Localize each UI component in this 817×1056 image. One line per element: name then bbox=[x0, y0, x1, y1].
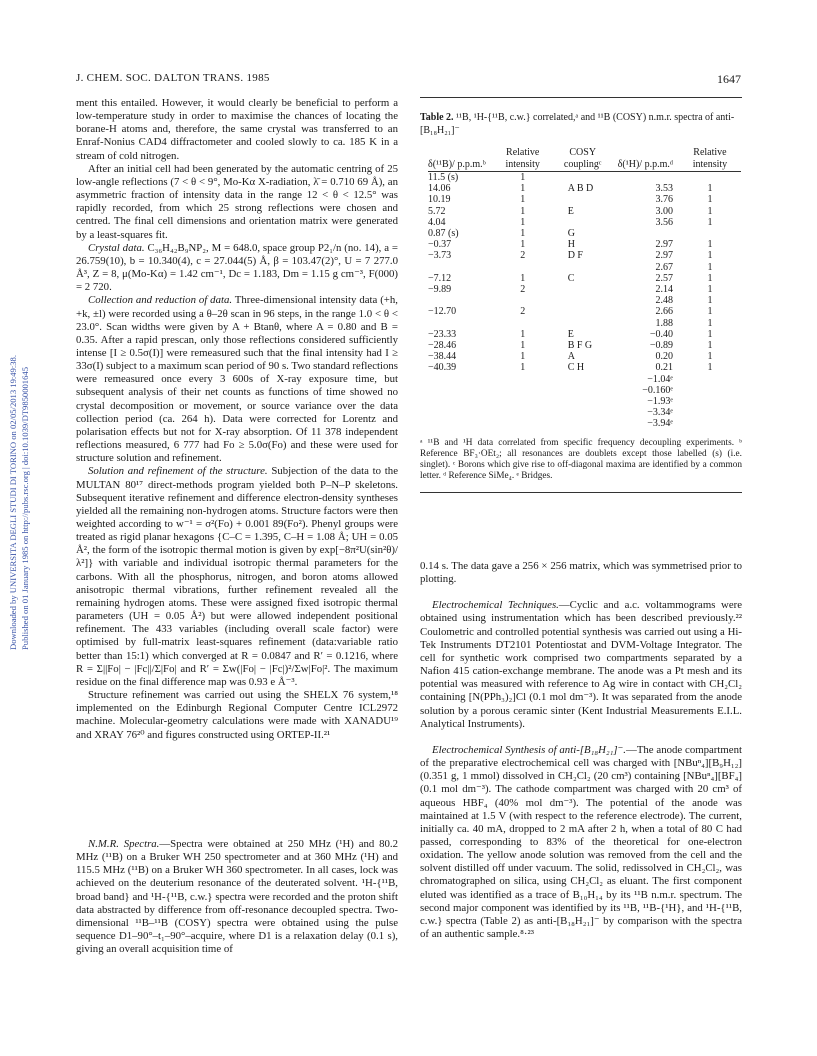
table-cell: 1 bbox=[707, 216, 713, 228]
table-cell: 1 bbox=[707, 239, 713, 251]
table-cell bbox=[492, 418, 554, 429]
table-cell bbox=[612, 172, 679, 183]
table-cell bbox=[428, 396, 492, 407]
table-cell bbox=[492, 295, 554, 306]
data-collection-paragraph bbox=[76, 294, 398, 465]
table-cell bbox=[492, 396, 554, 407]
table-row bbox=[428, 273, 741, 284]
table-cell: 2 bbox=[520, 284, 526, 296]
table-cell: 1 bbox=[707, 205, 713, 217]
table-cell: 3.56 bbox=[655, 216, 673, 228]
table-cell: −3.34ᵉ bbox=[647, 407, 673, 419]
table-cell: 1 bbox=[707, 317, 713, 329]
paragraph-text: Subjection of the data to the MULTAN 80¹⁷ direct-methods program yielded both P–N–P skeletons. Subsequent iterative refinement and difference electron-density syntheses yielded all the remaining non-hydrogen atoms. Structure factors were then weighted according to w⁻¹ = σ²(Fo) + 0.001 89(Fo²). Phenyl groups were treated as rigid planar hexagons {C–C = 1.395, C–H = 1.08 Å; UH = 0.05 Å², the form of the isotropic thermal motion is given by exp[−8π²U(sin²θ)/λ²]} with variable and individual isotropic thermal parameters for the carbons. With all the phosphorus, nitrogen, and boron atoms allowed anisotropic thermal vibrations, further refinement revealed all the remaining hydrogen atoms. These were assigned fixed isotropic thermal parameters (UH = 0.05 Å²) but were allowed independent positional refinement. The 433 variables (including overall scale factor) were optimised by full-matrix least-squares refinement (data:variable ratio better than 15:1) which converged at R = 0.0847 and R′ = 0.1216, where R = Σ||Fo| − |Fc||/Σ|Fo| and R′ = Σw(|Fo| − |Fc|)²/Σw|Fo|². The maximum residue on the final difference map was 0.93 e Å⁻³. bbox=[76, 465, 399, 688]
table-cell: −0.160ᵉ bbox=[642, 384, 673, 396]
table-cell bbox=[554, 295, 612, 306]
nmr-paragraph bbox=[76, 838, 398, 956]
table-cell: G bbox=[567, 228, 575, 240]
table-cell bbox=[554, 418, 612, 429]
refinement-paragraph bbox=[76, 465, 398, 689]
table-cell bbox=[428, 385, 492, 396]
table-cell: 5.72 bbox=[428, 205, 446, 217]
page-header bbox=[76, 72, 741, 88]
table-row bbox=[428, 172, 741, 183]
table-row bbox=[428, 194, 741, 205]
table-cell: −3.73 bbox=[428, 250, 452, 262]
table-cell: −38.44 bbox=[428, 351, 457, 363]
paragraph: After an initial cell had been generated by the automatic centring of 25 low-angle reflections (7 < θ < 9°, Mo-Kα X-radiation, λ̄ = 0.710 69 Å), an asymmetric fraction of intensity data in the range 12 < θ < 12.5° was rapidly recorded, from which 25 strong reflections were chosen and centred. The final cell dimensions and orientation matrix were generated by a least-squares fit. bbox=[76, 162, 398, 241]
table-header: COSY couplingᶜ bbox=[563, 147, 602, 170]
table-cell: 1 bbox=[707, 306, 713, 318]
table-cell bbox=[679, 228, 741, 239]
table-row bbox=[428, 351, 741, 362]
table-cell: 1 bbox=[520, 172, 526, 183]
table-header: Relative intensity bbox=[692, 147, 728, 170]
table-cell bbox=[428, 407, 492, 418]
table-cell: E bbox=[567, 205, 574, 217]
table-cell: 1 bbox=[707, 261, 713, 273]
paragraph-text: C₃₆H₄₂B₉NP₂, M = 648.0, space group P2₁/n (no. 14), a = 26.759(10), b = 10.340(4), c = 27.044(5) Å, β = 103.47(2)°, U = 7 277.0 Å³, Z = 8, μ(Mo-Kα) = 1.42 cm⁻¹, Dc = 1.183, Dm = 1.15 g cm⁻³, F(000) = 2 720. bbox=[76, 241, 398, 294]
paragraph: 0.14 s. The data gave a 256 × 256 matrix, which was symmetrised prior to plotting. bbox=[420, 560, 742, 586]
table-cell: A bbox=[567, 351, 575, 363]
table-cell: 1 bbox=[707, 351, 713, 363]
table-cell: −0.89 bbox=[649, 340, 673, 352]
table-cell bbox=[554, 262, 612, 273]
table-row bbox=[428, 318, 741, 329]
table-bottom-rule bbox=[420, 492, 742, 493]
table-cell bbox=[492, 318, 554, 329]
table-row bbox=[428, 250, 741, 261]
table-cell bbox=[428, 295, 492, 306]
paragraph-text: —The anode compartment of the preparative electrochemical cell was charged with [NBuⁿ₄][B₉H₁₂] (0.351 g, 1 mmol) dissolved in CH₂Cl₂ (20 cm³) containing [NBuⁿ₄][BF₄] (0.1 mol dm⁻³). The cathode compartment was charged with 20 cm³ of aqueous HBF₄ (40% mol dm⁻³). The potential of the anode was maintained at 1.5 V (with respect to the reference electrode). The current, initially ca. 40 mA, dropped to 2 mA after 2 h, when a total of 80 C had passed, corresponding to 83% of the theoretical for one-electron oxidation. The yellow anode solution was removed from the cell and the solvent distilled off under vacuum. The solid, redissolved in CH₂Cl₂, was chromatographed on silica, using CH₂Cl₂ as eluant. The first component eluted was identified as a trace of B₁₀H₁₄ by its ¹¹B n.m.r. spectrum. The second major component was identified by its ¹¹B, ¹¹B-{¹H}, and ¹H-{¹¹B, c.w.} spectra (Table 2) as anti-[B₁₈H₂₁]⁻ by comparison with the spectra of an authentic sample.⁸·²³ bbox=[420, 743, 742, 941]
table-cell: D F bbox=[567, 250, 583, 262]
table-cell: −1.04ᵉ bbox=[647, 373, 673, 385]
table-cell: 2.48 bbox=[655, 295, 673, 307]
table-row bbox=[428, 374, 741, 385]
table-cell: −7.12 bbox=[428, 272, 452, 284]
table-cell: −9.89 bbox=[428, 284, 452, 296]
table-cell: 2 bbox=[520, 250, 526, 262]
paragraph-heading: Solution and refinement of the structure. bbox=[88, 465, 268, 478]
table-cell bbox=[492, 407, 554, 418]
table-cell: −40.39 bbox=[428, 362, 457, 374]
table-cell: 1 bbox=[520, 340, 526, 352]
table-cell: 1 bbox=[707, 340, 713, 352]
paragraph-heading: Collection and reduction of data. bbox=[88, 294, 233, 307]
left-column bbox=[76, 97, 398, 742]
table-row bbox=[428, 418, 741, 429]
table-cell: −0.37 bbox=[428, 239, 452, 251]
right-column bbox=[420, 560, 742, 941]
table-label: Table 2. bbox=[420, 112, 454, 123]
table-cell: 3.76 bbox=[655, 194, 673, 206]
table-cell bbox=[428, 262, 492, 273]
table-cell: E bbox=[567, 328, 574, 340]
table-cell: 2.97 bbox=[655, 250, 673, 262]
table-cell bbox=[679, 407, 741, 418]
table-cell: 2.67 bbox=[655, 261, 673, 273]
table-cell: 1 bbox=[707, 295, 713, 307]
table-cell: 2.97 bbox=[655, 239, 673, 251]
table-cell bbox=[554, 284, 612, 295]
table-top-rule bbox=[420, 97, 742, 98]
table-header: Relative intensity bbox=[505, 147, 540, 170]
table-cell bbox=[679, 396, 741, 407]
table-row bbox=[428, 228, 741, 239]
watermark-download-line: Downloaded by UNIVERSITA DEGLI STUDI DI TORINO on 02/05/2013 19:49:38. bbox=[8, 355, 18, 650]
table-cell bbox=[554, 194, 612, 205]
table-cell: 1 bbox=[520, 205, 526, 217]
journal-title: J. CHEM. SOC. DALTON TRANS. 1985 bbox=[76, 72, 270, 84]
table-cell: 1 bbox=[707, 284, 713, 296]
table-caption-text: ¹¹B, ¹H-{¹¹B, c.w.} correlated,ᵃ and ¹¹B (COSY) n.m.r. spectra of anti-[B₁₈H₂₁]⁻ bbox=[420, 112, 735, 136]
table-cell bbox=[428, 374, 492, 385]
table-row bbox=[428, 306, 741, 317]
table-cell: −1.93ᵉ bbox=[647, 396, 673, 408]
table-cell bbox=[428, 418, 492, 429]
table-cell bbox=[554, 407, 612, 418]
table-footnote: ᵃ ¹¹B and ¹H data correlated from specific frequency decoupling experiments. ᵇ Reference BF₃·OEt₂; all resonances are doublets except those labelled (s) (i.e. singlet). ᶜ Borons which give rise to off-diagonal maxima are identified by a common letter. ᵈ Reference SiMe₄. ᵉ Bridges. bbox=[420, 437, 742, 482]
table-cell bbox=[554, 396, 612, 407]
table-cell: 3.53 bbox=[655, 183, 673, 195]
table-cell: 1 bbox=[707, 272, 713, 284]
table-cell: −12.70 bbox=[428, 306, 457, 318]
table-row bbox=[428, 329, 741, 340]
table-cell bbox=[612, 228, 679, 239]
table-row bbox=[428, 385, 741, 396]
table-row bbox=[428, 396, 741, 407]
electrochemical-synthesis-paragraph bbox=[420, 744, 742, 941]
electrochemical-techniques-paragraph bbox=[420, 599, 742, 731]
table-cell bbox=[679, 374, 741, 385]
table-cell: −23.33 bbox=[428, 328, 457, 340]
table-row bbox=[428, 362, 741, 373]
table-cell bbox=[492, 385, 554, 396]
section-heading: N.M.R. Spectra. bbox=[88, 838, 160, 850]
table-header: δ(¹¹B)/ p.p.m.ᵇ bbox=[428, 159, 486, 170]
table-cell bbox=[554, 172, 612, 183]
table-cell: −3.94ᵉ bbox=[647, 418, 673, 430]
table-cell: 1 bbox=[520, 272, 526, 284]
table-cell: 1 bbox=[520, 351, 526, 363]
watermark-published-line[interactable]: Published on 01 January 1985 on http://pubs.rsc.org | doi:10.1039/DT9850001645 bbox=[20, 367, 30, 650]
table-row bbox=[428, 284, 741, 295]
table-row bbox=[428, 407, 741, 418]
table-cell bbox=[428, 318, 492, 329]
table-row bbox=[428, 206, 741, 217]
nmr-table bbox=[428, 147, 741, 430]
crystal-data-paragraph bbox=[76, 242, 398, 295]
page-number: 1647 bbox=[717, 72, 741, 86]
table-cell: 11.5 (s) bbox=[428, 172, 459, 183]
table-cell: 2 bbox=[520, 306, 526, 318]
table-cell: 3.00 bbox=[655, 205, 673, 217]
table-cell bbox=[492, 374, 554, 385]
table-cell: 1 bbox=[520, 216, 526, 228]
table-cell: 14.06 bbox=[428, 183, 451, 195]
table-cell: 4.04 bbox=[428, 216, 446, 228]
table-row bbox=[428, 262, 741, 273]
table-header: δ(¹H)/ p.p.m.ᵈ bbox=[617, 159, 673, 170]
nmr-section bbox=[76, 838, 398, 956]
table-cell: 1 bbox=[520, 328, 526, 340]
table-cell bbox=[492, 262, 554, 273]
table-cell bbox=[679, 385, 741, 396]
table-cell: 1 bbox=[520, 183, 526, 195]
table-cell: C bbox=[567, 272, 575, 284]
table-row bbox=[428, 217, 741, 228]
table-cell: 0.20 bbox=[655, 351, 673, 363]
table-cell: 1 bbox=[520, 228, 526, 240]
table-cell: B F G bbox=[567, 340, 593, 352]
table-cell: H bbox=[567, 239, 575, 251]
section-heading: Electrochemical Techniques. bbox=[432, 599, 559, 612]
paragraph: Structure refinement was carried out using the SHELX 76 system,¹⁸ implemented on the Edinburgh Regional Computer Centre ICL2972 machine. Molecular-geometry calculations were made with XANADU¹⁹ and XRAY 76²⁰ and figures constructed using ORTEP-II.²¹ bbox=[76, 689, 398, 741]
table-2 bbox=[420, 97, 742, 493]
table-cell bbox=[554, 385, 612, 396]
table-row bbox=[428, 183, 741, 194]
table-cell: 1 bbox=[520, 194, 526, 206]
paragraph-text: —Cyclic and a.c. voltammograms were obtained using instrumentation which has been described previously.²² Coulometric and controlled potential synthesis was carried out using a Hi-Tek Instruments DT2101 Potentiostat and DVM-Voltage Integrator. The cell for synthetic work comprised two compartments separated by a Nafion 415 cation-exchange membrane. The anode was a Pt mesh and its potential was measured with reference to Ag wire in contact with CH₂Cl₂ containing [N(PPh₃)₂]Cl (0.1 mol dm⁻³). It was separated from the anode solution by a porous ceramic sinter (Kent Industrial Measurements E.I.L. Analytical Instruments). bbox=[420, 599, 743, 730]
table-caption bbox=[420, 112, 742, 137]
table-cell: 0.21 bbox=[655, 362, 673, 374]
table-cell: A B D bbox=[567, 183, 594, 195]
table-row bbox=[428, 239, 741, 250]
table-cell bbox=[554, 374, 612, 385]
table-row bbox=[428, 295, 741, 306]
paragraph-text: —Spectra were obtained at 250 MHz (¹H) and 80.2 MHz (¹¹B) on a Bruker WH 250 spectrometer and at 360 MHz (¹H) and 115.5 MHz (¹¹B) on a Bruker WH 360 spectrometer. In all cases, lock was achieved on the deuterium resonance of the deuterated solvent. ¹H-{¹¹B, broad band} and ¹H-{¹¹B, c.w.} spectra were recorded and the proton shift data abstracted by difference from off-resonance decoupled spectra. Two-dimensional ¹¹B–¹¹B (COSY) spectra were obtained using the pulse sequence D1–90°–t₁–90°–acquire, where D1 is a relaxation delay (0.1 s), giving an overall acquisition time of bbox=[76, 838, 398, 956]
paragraph-text: Three-dimensional intensity data (+h, +k, ±l) were recorded using a θ–2θ scan in 96 steps, in the range 1.0 < θ < 23.0°. Scan widths were given by A + Btanθ, where A = 0.80 and B = 0.35. After a rapid prescan, only those reflections considered sufficiently intense [I ≥ 0.5σ(I)] were remeasured such that the final intensity had I ≥ 33σ(I) subject to a maximum scan period of 90 s. Two standard reflections were remeasured once every 3 600s of X-ray exposure time, but subsequent analysis of their net counts as functions of time showed no crystal decomposition or movement, or source variance over the data collection period (ca. 264 h). Data were corrected for Lorentz and polarisation effects but not for X-ray absorption. Of 11 378 independent reflections measured, 6 777 had Fo ≥ 5.0σ(Fo) and these were used for structure solution and refinement. bbox=[76, 294, 398, 465]
table-cell: 1.88 bbox=[655, 317, 673, 329]
table-cell: 10.19 bbox=[428, 194, 451, 206]
table-cell bbox=[679, 172, 741, 183]
table-cell bbox=[554, 217, 612, 228]
table-cell: 1 bbox=[707, 194, 713, 206]
table-cell bbox=[554, 318, 612, 329]
paragraph-heading: Crystal data. bbox=[88, 241, 145, 254]
table-cell bbox=[554, 306, 612, 317]
paragraph: ment this entailed. However, it would clearly be beneficial to perform a low-temperature study in order to maximise the chances of locating the borane-H atoms and, therefore, the same crystal was transferred to an Enraf-Nonius CAD4 diffractometer and cooled slowly to ca. 185 K in a stream of cold nitrogen. bbox=[76, 97, 398, 162]
download-watermark bbox=[0, 170, 40, 650]
table-cell: 1 bbox=[707, 328, 713, 340]
table-row bbox=[428, 340, 741, 351]
table-cell: 2.66 bbox=[655, 306, 673, 318]
table-cell: 1 bbox=[707, 183, 713, 195]
table-cell: −0.40 bbox=[649, 328, 673, 340]
table-cell: 1 bbox=[707, 250, 713, 262]
table-body bbox=[428, 172, 741, 430]
table-cell: −28.46 bbox=[428, 340, 457, 352]
section-heading: Electrochemical Synthesis of anti-[B₁₈H₂₁]⁻. bbox=[432, 743, 627, 756]
table-cell: 1 bbox=[707, 362, 713, 374]
table-cell: 2.57 bbox=[655, 272, 673, 284]
table-cell: C H bbox=[567, 362, 585, 374]
table-cell bbox=[679, 418, 741, 429]
table-cell: 1 bbox=[520, 239, 526, 251]
table-cell: 0.87 (s) bbox=[428, 228, 459, 240]
table-cell: 2.14 bbox=[655, 284, 673, 296]
table-cell: 1 bbox=[520, 362, 526, 374]
